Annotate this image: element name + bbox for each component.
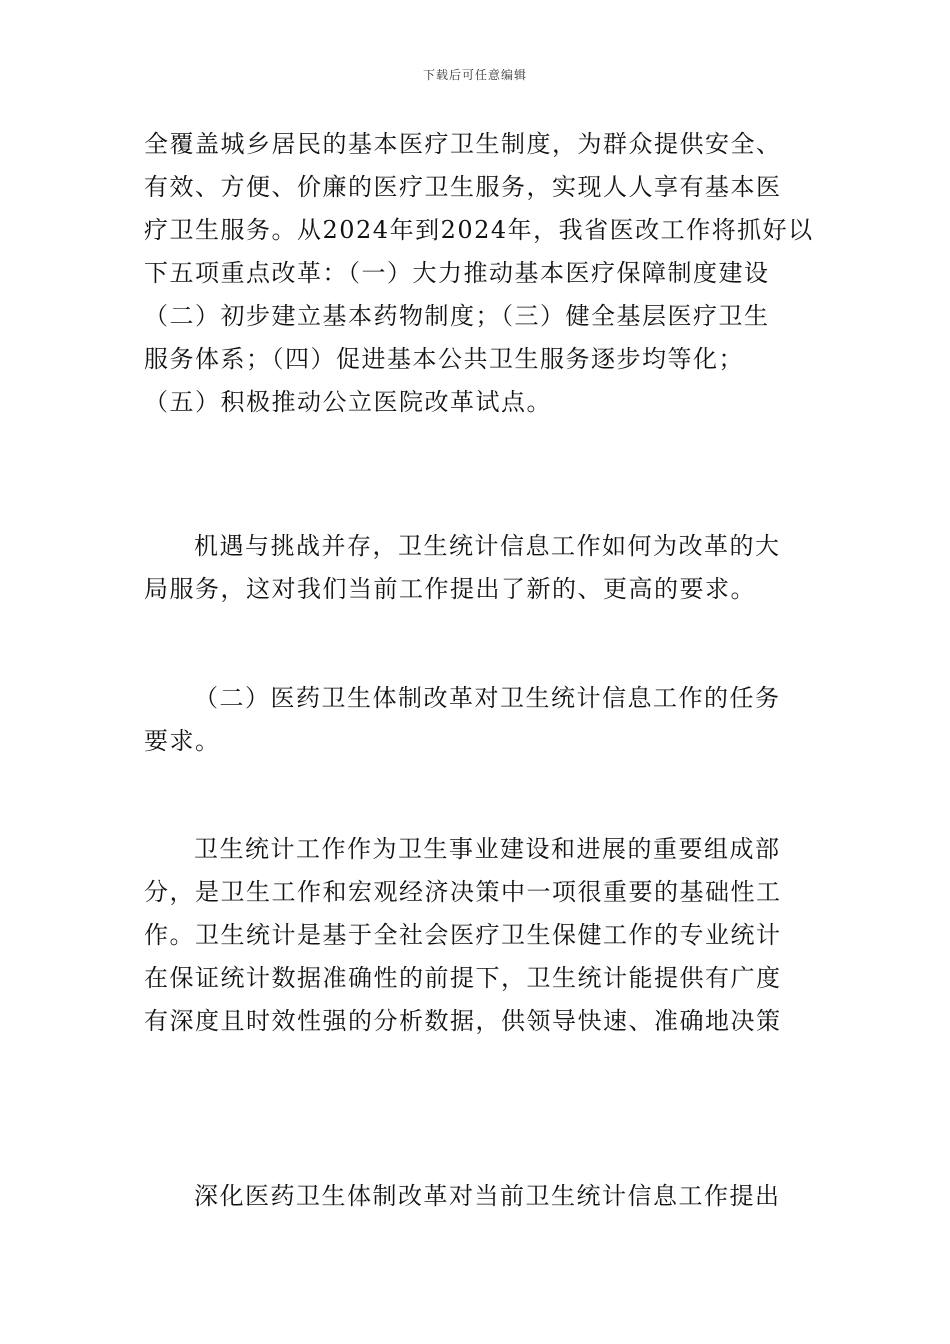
paragraph-line: （二）医药卫生体制改革对卫生统计信息工作的任务	[194, 684, 781, 712]
paragraph-line: 在保证统计数据准确性的前提下，卫生统计能提供有广度	[144, 964, 782, 992]
paragraph-line: （二）初步建立基本药物制度；（三）健全基层医疗卫生	[144, 302, 770, 330]
paragraph-line: 作。卫生统计是基于全社会医疗卫生保健工作的专业统计	[144, 921, 782, 949]
section-heading	[144, 677, 808, 763]
paragraph-line: 分，是卫生工作和宏观经济决策中一项很重要的基础性工	[144, 878, 782, 906]
paragraph-line: 服务体系；（四）促进基本公共卫生服务逐步均等化；	[144, 345, 744, 373]
paragraph-line: 要求。	[144, 727, 221, 755]
paragraph-line: 机遇与挑战并存，卫生统计信息工作如何为改革的大	[194, 532, 781, 560]
paragraph-line: 深化医药卫生体制改革对当前卫生统计信息工作提出	[194, 1182, 781, 1210]
paragraph-line: 卫生统计工作作为卫生事业建设和进展的重要组成部	[194, 835, 781, 863]
paragraph-1	[144, 123, 814, 424]
paragraph-line: 有效、方便、价廉的医疗卫生服务，实现人人享有基本医	[144, 173, 782, 201]
paragraph-line: 全覆盖城乡居民的基本医疗卫生制度，为群众提供安全、	[144, 130, 782, 158]
paragraph-4	[144, 828, 808, 1043]
paragraph-2	[144, 525, 808, 611]
paragraph-line: （五）积极推动公立医院改革试点。	[144, 388, 552, 416]
paragraph-line: 疗卫生服务。从2024年到2024年，我省医改工作将抓好以	[144, 216, 814, 244]
paragraph-line: 有深度且时效性强的分析数据，供领导快速、准确地决策	[144, 1007, 782, 1035]
header-note: 下载后可任意编辑	[422, 68, 527, 82]
paragraph-line: 下五项重点改革：（一）大力推动基本医疗保障制度建设	[144, 259, 770, 287]
paragraph-5	[144, 1175, 808, 1218]
paragraph-line: 局服务，这对我们当前工作提出了新的、更高的要求。	[144, 575, 756, 603]
